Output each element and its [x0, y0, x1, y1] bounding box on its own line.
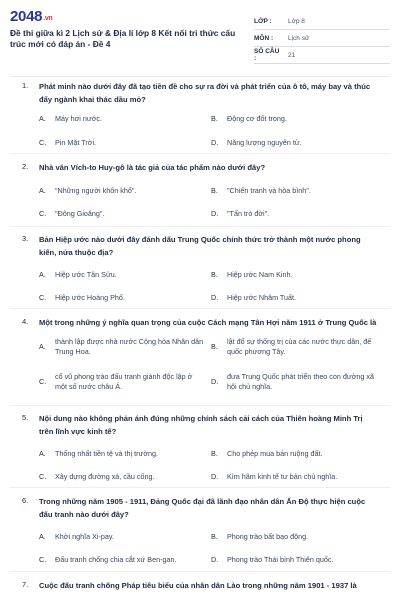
option-letter: A.	[39, 342, 46, 351]
header-divider	[10, 76, 390, 77]
option-text: Khởi nghĩa Xi-pay.	[55, 532, 114, 541]
option-text: thành lập được nhà nước Cộng hòa Nhân dân Trung Hoa.	[55, 337, 204, 356]
option-text: Xây dựng đường xá, cầu cống.	[55, 472, 155, 481]
option-text: lật đổ sự thống trị của các nước thực dân, đế quốc phương Tây.	[227, 337, 372, 356]
option-d[interactable]	[211, 472, 337, 482]
option-letter: D.	[211, 138, 219, 147]
option-c[interactable]	[39, 372, 209, 392]
option-text: đưa Trung Quốc phát triển theo con đường xã hội chủ nghĩa.	[227, 372, 374, 391]
option-letter: D.	[211, 209, 219, 218]
option-text: "Chiến tranh và hòa bình".	[227, 186, 311, 195]
question-divider	[10, 487, 390, 488]
option-a[interactable]	[39, 337, 209, 357]
question-text: Một trong những ý nghĩa quan trọng của cuộc Cách mạng Tân Hợi năm 1911 ở Trung Quốc là	[39, 318, 377, 327]
option-d[interactable]	[211, 555, 333, 565]
option-letter: C.	[39, 472, 47, 481]
exam-title: Đề thi giữa kì 2 Lịch sử & Địa lí lớp 8 Kết nối tri thức cấu trúc mới có đáp án - Đề 4	[10, 28, 236, 49]
meta-key: MÔN :	[254, 34, 274, 42]
option-text: Hiệp ước Nam Kinh.	[227, 270, 293, 279]
option-b[interactable]	[211, 532, 308, 542]
question-number: 2.	[22, 162, 29, 171]
option-b[interactable]	[211, 114, 287, 124]
option-letter: A.	[39, 449, 46, 458]
option-letter: B.	[211, 532, 218, 541]
option-c[interactable]	[39, 138, 96, 148]
option-letter: B.	[211, 342, 218, 351]
option-text: cổ vũ phong trào đấu tranh giành độc lập ở một số nước châu Á.	[55, 372, 193, 391]
question-text: Bản Hiệp ước nào dưới đây đánh dấu Trung Quốc chính thức trở thành một nước phong kiến, nửa thuộc địa?	[39, 235, 361, 257]
meta-key: LỚP :	[254, 17, 272, 25]
option-b[interactable]	[211, 337, 386, 357]
question-divider	[10, 571, 390, 572]
option-a[interactable]	[39, 186, 136, 196]
option-b[interactable]	[211, 449, 323, 459]
option-text: Đấu tranh chống chia cắt xứ Ben-gan.	[55, 555, 177, 564]
question-number: 7.	[22, 580, 29, 589]
option-text: "Những người khốn khổ".	[55, 186, 137, 195]
meta-row-class	[254, 13, 390, 30]
question-divider	[10, 405, 390, 406]
option-letter: D.	[211, 293, 219, 302]
question-number: 6.	[22, 496, 29, 505]
option-text: Hiệp ước Tân Sửu.	[55, 270, 117, 279]
option-text: Phong trào Thái bình Thiên quốc.	[227, 555, 334, 564]
page-header	[0, 0, 400, 66]
question-text: Trong những năm 1905 - 1911, Đảng Quốc đại đã lãnh đạo nhân dân Ấn Độ thực hiện cuộc đấu tranh nào dưới đây?	[39, 497, 366, 519]
question-number: 4.	[22, 317, 29, 326]
meta-key: SỐ CÂU :	[254, 48, 280, 62]
option-letter: C.	[39, 138, 47, 147]
option-letter: B.	[211, 114, 218, 123]
option-a[interactable]	[39, 114, 102, 124]
option-letter: C.	[39, 293, 47, 302]
option-letter: D.	[211, 472, 219, 481]
option-d[interactable]	[211, 138, 302, 148]
option-letter: B.	[211, 186, 218, 195]
option-c[interactable]	[39, 555, 176, 565]
option-text: Động cơ đốt trong.	[227, 114, 287, 123]
option-text: Cho phép mua bán ruộng đất.	[227, 449, 323, 458]
option-letter: A.	[39, 114, 46, 123]
option-letter: D.	[211, 377, 219, 386]
option-b[interactable]	[211, 270, 292, 280]
question-divider	[10, 308, 390, 309]
exam-meta	[254, 13, 390, 64]
option-d[interactable]	[211, 372, 386, 392]
option-text: Năng lượng nguyên tử.	[227, 138, 302, 147]
question-text: Nhà văn Vích-to Huy-gô là tác giả của tác phẩm nào dưới đây?	[39, 163, 266, 172]
meta-value: 21	[288, 51, 296, 59]
option-letter: A.	[39, 270, 46, 279]
option-b[interactable]	[211, 186, 311, 196]
question-text: Cuộc đấu tranh chống Pháp tiêu biểu của nhân dân Lào trong những năm 1901 - 1937 là	[39, 581, 357, 590]
option-text: Phong trào bất bạo động.	[227, 532, 309, 541]
option-c[interactable]	[39, 472, 154, 482]
option-a[interactable]	[39, 270, 117, 280]
option-d[interactable]	[211, 293, 296, 303]
option-text: Hiệp ước Nhâm Tuất.	[227, 293, 297, 302]
option-text: Pin Mặt Trời.	[55, 138, 97, 147]
question-number: 3.	[22, 234, 29, 243]
option-c[interactable]	[39, 209, 104, 219]
option-text: Hiệp ước Hoàng Phố.	[55, 293, 125, 302]
option-d[interactable]	[211, 209, 269, 219]
question-divider	[10, 226, 390, 227]
option-letter: A.	[39, 186, 46, 195]
meta-row-subject	[254, 30, 390, 47]
option-letter: B.	[211, 270, 218, 279]
option-letter: C.	[39, 555, 47, 564]
question-text: Nội dung nào không phản ánh đúng những chính sách cải cách của Thiên hoàng Minh Trị trên lĩnh vực kinh tế?	[39, 414, 363, 436]
option-letter: C.	[39, 377, 47, 386]
option-text: Thống nhất tiền tệ và thị trường.	[55, 449, 159, 458]
question-divider	[10, 153, 390, 154]
meta-value: Lớp 8	[288, 17, 305, 25]
option-text: "Tấn trò đời".	[227, 209, 270, 218]
question-number: 5.	[22, 413, 29, 422]
option-c[interactable]	[39, 293, 125, 303]
meta-row-count	[254, 47, 390, 64]
option-a[interactable]	[39, 449, 158, 459]
option-a[interactable]	[39, 532, 114, 542]
meta-value: Lịch sử	[288, 34, 310, 42]
question-text: Phát minh nào dưới đây đã tạo tiền đề cho sự ra đời và phát triển của ô tô, máy bay và thúc đẩy ngành khai thác dầu mỏ?	[39, 82, 371, 104]
option-letter: B.	[211, 449, 218, 458]
option-text: Kìm hãm kinh tế tư bản chủ nghĩa.	[227, 472, 338, 481]
option-letter: C.	[39, 209, 47, 218]
question-number: 1.	[22, 81, 29, 90]
option-letter: D.	[211, 555, 219, 564]
option-text: Máy hơi nước.	[55, 114, 102, 123]
option-text: "Đông Gioăng".	[55, 209, 105, 218]
option-letter: A.	[39, 532, 46, 541]
site-logo[interactable]: 2048.vn	[10, 8, 53, 25]
